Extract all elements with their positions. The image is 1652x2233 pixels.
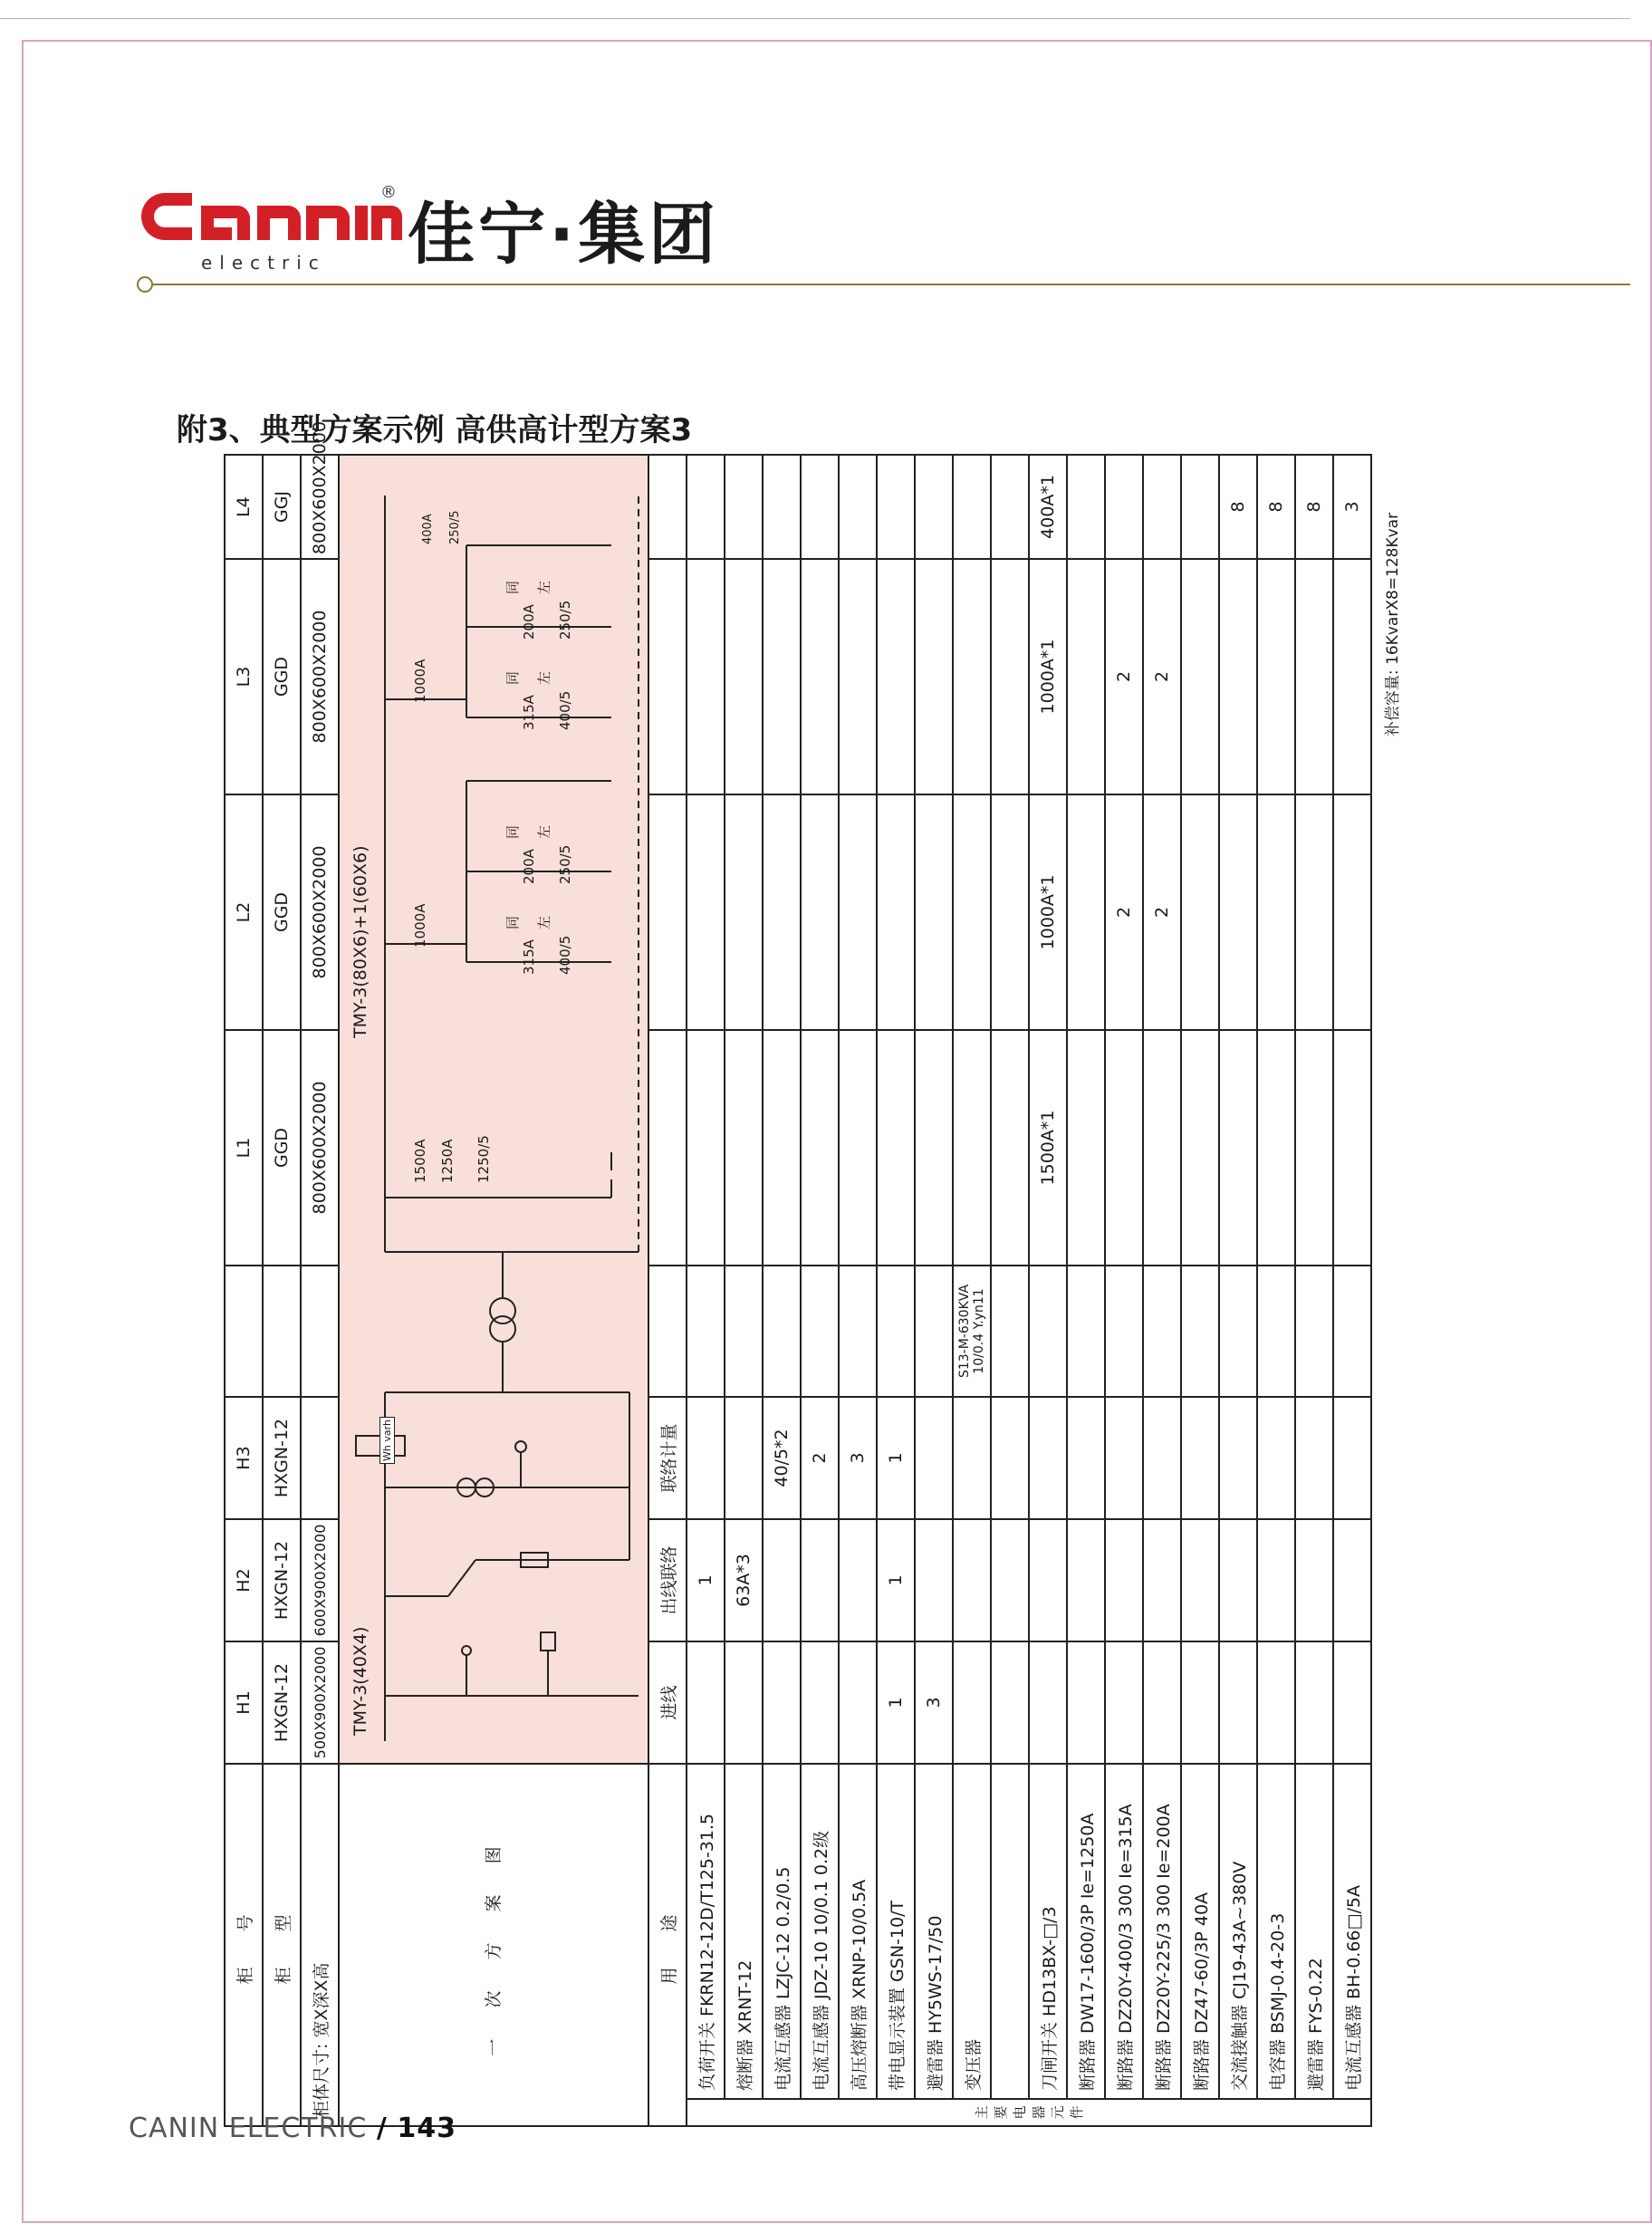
component-value: [877, 1030, 915, 1266]
component-value: [1295, 1266, 1333, 1397]
component-name: 断路器 DZ20Y-225/3 300 Ie=200A: [1143, 1764, 1181, 2099]
component-value: [1067, 794, 1105, 1030]
component-row: [991, 455, 1029, 2126]
component-value: [839, 794, 877, 1030]
l2-ct-250-5: 250/5: [557, 844, 573, 884]
component-row: [1067, 455, 1105, 2126]
component-value: [1257, 794, 1295, 1030]
component-name: 刀闸开关 HD13BX-□/3: [1029, 1764, 1067, 2099]
cabinet-type: GGD: [263, 794, 301, 1030]
header-rule: [136, 283, 1630, 286]
component-value: [1105, 455, 1143, 559]
component-value: [1295, 1641, 1333, 1764]
component-value: [1219, 1030, 1257, 1266]
component-value: [1143, 1641, 1181, 1764]
label-cabinet-type: 柜 型: [263, 1764, 301, 2126]
component-group-label: 主要电器元件: [687, 2099, 1371, 2126]
label-diagram: [339, 1764, 648, 2126]
l3-rating-1000: 1000A: [412, 659, 428, 703]
l2-rating-315: 315A: [521, 939, 537, 975]
component-name: 变压器: [953, 1764, 991, 2099]
component-value: [877, 1266, 915, 1397]
component-value: [1143, 455, 1181, 559]
component-value: [991, 1519, 1029, 1641]
component-value: [991, 1641, 1029, 1764]
component-value: [1257, 1519, 1295, 1641]
component-value: [687, 455, 725, 559]
component-value: [1105, 1266, 1143, 1397]
component-row: [1257, 455, 1295, 2126]
component-value: [915, 1266, 953, 1397]
component-value: [763, 1030, 801, 1266]
component-row: [839, 455, 877, 2126]
component-value: [877, 559, 915, 794]
component-value: [953, 794, 991, 1030]
component-value: S13-M-630KVA 10/0.4 Y.yn11: [953, 1266, 991, 1397]
component-value: [839, 1641, 877, 1764]
cabinet-usage: 进线: [648, 1641, 687, 1764]
component-value: [1295, 559, 1333, 794]
component-value: [801, 1519, 839, 1641]
component-value: [877, 794, 915, 1030]
component-value: [915, 559, 953, 794]
component-value: [763, 794, 801, 1030]
component-value: [1181, 455, 1219, 559]
page-top-line: [0, 18, 1630, 19]
component-value: [1219, 1519, 1257, 1641]
component-value: [725, 455, 763, 559]
component-value: [915, 455, 953, 559]
component-value: [1219, 1641, 1257, 1764]
diagram-label: 一 次 方 案 图: [484, 1834, 504, 2056]
l2-same-2: 同: [504, 824, 521, 839]
hv-bus-label: TMY-3(40X4): [351, 1626, 370, 1736]
component-value: [1181, 794, 1219, 1030]
component-name: 断路器 DZ20Y-400/3 300 Ie=315A: [1105, 1764, 1143, 2099]
component-value: [1295, 1397, 1333, 1519]
l3-same-2: 同: [504, 580, 521, 594]
component-value: [1295, 1519, 1333, 1641]
component-value: 2: [1143, 794, 1181, 1030]
component-value: [839, 455, 877, 559]
component-value: [1181, 1030, 1219, 1266]
component-value: [1257, 1030, 1295, 1266]
component-value: [725, 1397, 763, 1519]
component-value: [801, 794, 839, 1030]
cabinet-usage: [648, 559, 687, 794]
component-value: [1067, 1266, 1105, 1397]
component-value: 400A*1: [1029, 455, 1067, 559]
cabinet-id: L1: [225, 1030, 263, 1266]
component-value: [915, 1519, 953, 1641]
cabinet-size: [301, 1397, 339, 1519]
component-value: [1295, 1030, 1333, 1266]
l3-rating-200: 200A: [521, 604, 537, 640]
component-value: [839, 1266, 877, 1397]
component-name: 电容器 BSMJ-0.4-20-3: [1257, 1764, 1295, 2099]
l4-rating-400: 400A: [421, 514, 435, 544]
component-value: [687, 1641, 725, 1764]
component-value: [687, 559, 725, 794]
component-value: [1029, 1519, 1067, 1641]
component-value: [763, 559, 801, 794]
component-value: 1: [877, 1641, 915, 1764]
cabinet-usage: [648, 794, 687, 1030]
component-value: [1105, 1641, 1143, 1764]
row-usage: [648, 455, 687, 2126]
component-row: [725, 455, 763, 2126]
component-value: [839, 559, 877, 794]
cabinet-usage: 出线联络: [648, 1519, 687, 1641]
component-value: [1067, 1030, 1105, 1266]
lv-bus-label: TMY-3(80X6)+1(60X6): [351, 845, 370, 1038]
cabinet-type: HXGN-12: [263, 1397, 301, 1519]
component-value: 1: [687, 1519, 725, 1641]
component-value: 1: [877, 1397, 915, 1519]
cabinet-type: HXGN-12: [263, 1641, 301, 1764]
component-value: [801, 1030, 839, 1266]
component-value: 63A*3: [725, 1519, 763, 1641]
component-value: [1029, 1266, 1067, 1397]
cabinet-size: 800X600X2000: [301, 559, 339, 794]
component-value: 3: [839, 1397, 877, 1519]
component-value: [763, 1519, 801, 1641]
l1-rating-1250: 1250A: [439, 1139, 456, 1183]
component-value: 40/5*2: [763, 1397, 801, 1519]
component-value: [1029, 1397, 1067, 1519]
cabinet-type: GGD: [263, 559, 301, 794]
cabinet-type: HXGN-12: [263, 1519, 301, 1641]
component-value: [801, 1266, 839, 1397]
component-value: [1067, 1519, 1105, 1641]
component-value: [953, 1030, 991, 1266]
compensation-capacity: 补偿容量: 16KvarX8=128Kvar: [1383, 512, 1402, 737]
component-value: [1333, 1519, 1371, 1641]
component-row: [687, 455, 725, 2126]
l4-ct-250-5: 250/5: [448, 510, 462, 544]
component-value: [1219, 794, 1257, 1030]
component-value: [839, 1030, 877, 1266]
component-value: [687, 794, 725, 1030]
component-value: [1181, 559, 1219, 794]
cabinet-id: L2: [225, 794, 263, 1030]
component-row: [1181, 455, 1219, 2126]
component-value: [687, 1030, 725, 1266]
component-value: [687, 1266, 725, 1397]
component-value: [1181, 1519, 1219, 1641]
component-value: [991, 794, 1029, 1030]
cabinet-type: [263, 1266, 301, 1397]
component-value: [1257, 559, 1295, 794]
page-title: 附3、典型方案示例 高供高计型方案3: [177, 412, 693, 448]
cabinet-id: H2: [225, 1519, 263, 1641]
component-value: [1257, 1641, 1295, 1764]
component-value: 3: [915, 1641, 953, 1764]
component-name: 熔断器 XRNT-12: [725, 1764, 763, 2099]
component-value: [1067, 455, 1105, 559]
component-value: 1000A*1: [1029, 794, 1067, 1030]
component-row: [1029, 455, 1067, 2126]
component-value: [1257, 1397, 1295, 1519]
component-value: [1105, 1030, 1143, 1266]
footer-brand: CANIN ELECTRIC: [129, 2113, 368, 2144]
component-value: [725, 1641, 763, 1764]
component-value: 3: [1333, 455, 1371, 559]
component-value: [991, 455, 1029, 559]
cabinet-size: 600X900X2000: [301, 1519, 339, 1641]
compensation-spacer: [1371, 794, 1408, 2126]
component-value: [1181, 1397, 1219, 1519]
l3-ct-400-5: 400/5: [557, 690, 573, 730]
one-line-diagram-cell: [339, 455, 648, 1764]
component-value: 2: [1105, 559, 1143, 794]
l3-rating-315: 315A: [521, 695, 537, 730]
label-cabinet-id: 柜 号: [225, 1764, 263, 2126]
cabinet-id: H1: [225, 1641, 263, 1764]
component-value: 2: [1105, 794, 1143, 1030]
component-value: [1219, 1266, 1257, 1397]
l3-left-2: 左: [536, 580, 552, 594]
component-value: [1105, 1519, 1143, 1641]
component-value: [1219, 1397, 1257, 1519]
component-value: [1333, 1266, 1371, 1397]
component-value: [1219, 559, 1257, 794]
registered-mark: ®: [380, 183, 397, 202]
label-usage: 用 途: [648, 1764, 687, 2126]
row-cabinet-size: [301, 455, 339, 2126]
component-value: 2: [801, 1397, 839, 1519]
component-name: 避雷器 FYS-0.22: [1295, 1764, 1333, 2099]
component-name: 电流互感器 JDZ-10 10/0.1 0.2级: [801, 1764, 839, 2099]
component-value: [1105, 1397, 1143, 1519]
component-value: [725, 1030, 763, 1266]
component-row: [1333, 455, 1371, 2126]
component-value: [953, 1519, 991, 1641]
logo-subtitle: electric: [201, 252, 326, 274]
component-value: [725, 559, 763, 794]
component-value: [801, 1641, 839, 1764]
cabinet-id: L4: [225, 455, 263, 559]
cabinet-type: GGD: [263, 1030, 301, 1266]
component-value: [953, 1397, 991, 1519]
component-value: [1257, 1266, 1295, 1397]
l2-same-1: 同: [504, 915, 521, 929]
component-value: [953, 455, 991, 559]
component-value: [991, 1266, 1029, 1397]
l1-rating-1500: 1500A: [412, 1139, 428, 1183]
component-row: [953, 455, 991, 2126]
l1-ct-1250-5: 1250/5: [475, 1135, 492, 1183]
component-value: [1333, 794, 1371, 1030]
component-value: [1067, 1641, 1105, 1764]
component-value: [953, 559, 991, 794]
component-value: [725, 794, 763, 1030]
component-value: [1143, 1030, 1181, 1266]
component-name: 电流互感器 LZJC-12 0.2/0.5: [763, 1764, 801, 2099]
component-row: [1143, 455, 1181, 2126]
component-value: [991, 559, 1029, 794]
l2-ct-400-5: 400/5: [557, 935, 573, 975]
component-value: [991, 1030, 1029, 1266]
component-value: [1143, 1266, 1181, 1397]
cabinet-size: 500X900X2000: [301, 1641, 339, 1764]
component-name: 避雷器 HY5WS-17/50: [915, 1764, 953, 2099]
component-value: [1067, 559, 1105, 794]
component-value: 1000A*1: [1029, 559, 1067, 794]
component-value: [801, 559, 839, 794]
cabinet-id: H3: [225, 1397, 263, 1519]
l3-ct-250-5: 250/5: [557, 600, 573, 640]
component-value: [725, 1266, 763, 1397]
component-value: [915, 1397, 953, 1519]
component-name: 高压熔断器 XRNP-10/0.5A: [839, 1764, 877, 2099]
component-row: [1219, 455, 1257, 2126]
component-row: [763, 455, 801, 2126]
cabinet-size: 800X600X2000: [301, 1030, 339, 1266]
component-row: [877, 455, 915, 2126]
component-row: [1105, 455, 1143, 2126]
component-value: [1067, 1397, 1105, 1519]
component-value: [915, 1030, 953, 1266]
component-value: [1333, 1397, 1371, 1519]
component-name: 断路器 DW17-1600/3P Ie=1250A: [1067, 1764, 1105, 2099]
component-value: [1333, 1030, 1371, 1266]
component-row: [801, 455, 839, 2126]
component-name: 交流接触器 CJ19-43A~380V: [1219, 1764, 1257, 2099]
cabinet-usage: 联络计量: [648, 1397, 687, 1519]
cabinet-usage: [648, 1030, 687, 1266]
cabinet-size: 800X600X2000: [301, 455, 339, 559]
page-number: 143: [397, 2113, 456, 2144]
component-value: [763, 1266, 801, 1397]
l3-left-1: 左: [536, 670, 552, 685]
component-value: [801, 455, 839, 559]
cabinet-id: L3: [225, 559, 263, 794]
component-value: [687, 1397, 725, 1519]
component-value: [1333, 559, 1371, 794]
component-value: [1143, 1397, 1181, 1519]
component-value: [1181, 1641, 1219, 1764]
l2-rating-200: 200A: [521, 849, 537, 884]
component-value: 1: [877, 1519, 915, 1641]
component-value: [953, 1641, 991, 1764]
component-name: 带电显示装置 GSN-10/T: [877, 1764, 915, 2099]
logo-chinese-name: 佳宁·集团: [408, 196, 720, 274]
l3-same-1: 同: [504, 670, 521, 685]
row-diagram: [339, 455, 648, 2126]
component-value: 1500A*1: [1029, 1030, 1067, 1266]
component-value: [763, 1641, 801, 1764]
component-value: 8: [1295, 455, 1333, 559]
component-value: [1143, 1519, 1181, 1641]
component-value: [1333, 1641, 1371, 1764]
component-value: [1295, 794, 1333, 1030]
component-value: [1029, 1641, 1067, 1764]
l2-left-1: 左: [536, 915, 552, 929]
component-value: [1181, 1266, 1219, 1397]
component-value: 2: [1143, 559, 1181, 794]
component-name: 断路器 DZ47-60/3P 40A: [1181, 1764, 1219, 2099]
cabinet-usage: [648, 1266, 687, 1397]
component-value: [763, 455, 801, 559]
cabinet-size: [301, 1266, 339, 1397]
l2-left-2: 左: [536, 824, 552, 839]
compensation-row: [1371, 455, 1408, 2126]
row-cabinet-type: [263, 455, 301, 2126]
meter-label: Wh varh: [379, 1417, 395, 1464]
row-cabinet-id: [225, 455, 263, 2126]
component-name: [991, 1764, 1029, 2099]
cabinet-size: 800X600X2000: [301, 794, 339, 1030]
component-value: [915, 794, 953, 1030]
component-value: [877, 455, 915, 559]
component-name: 电流互感器 BH-0.66□/5A: [1333, 1764, 1371, 2099]
label-cabinet-size: 柜体尺寸: 宽X深X高: [301, 1764, 339, 2126]
cabinet-usage: [648, 455, 687, 559]
component-value: [991, 1397, 1029, 1519]
cabinet-type: GGJ: [263, 455, 301, 559]
cabinet-id: [225, 1266, 263, 1397]
component-value: [839, 1519, 877, 1641]
footer-separator: /: [376, 2113, 388, 2144]
component-row: [1295, 455, 1333, 2126]
one-line-diagram: [340, 496, 648, 1759]
component-row: [915, 455, 953, 2126]
page-footer: [129, 2113, 456, 2144]
component-value: 8: [1219, 455, 1257, 559]
l2-rating-1000: 1000A: [412, 903, 428, 948]
component-value: 8: [1257, 455, 1295, 559]
component-name: 负荷开关 FKRN12-12D/T125-31.5: [687, 1764, 725, 2099]
